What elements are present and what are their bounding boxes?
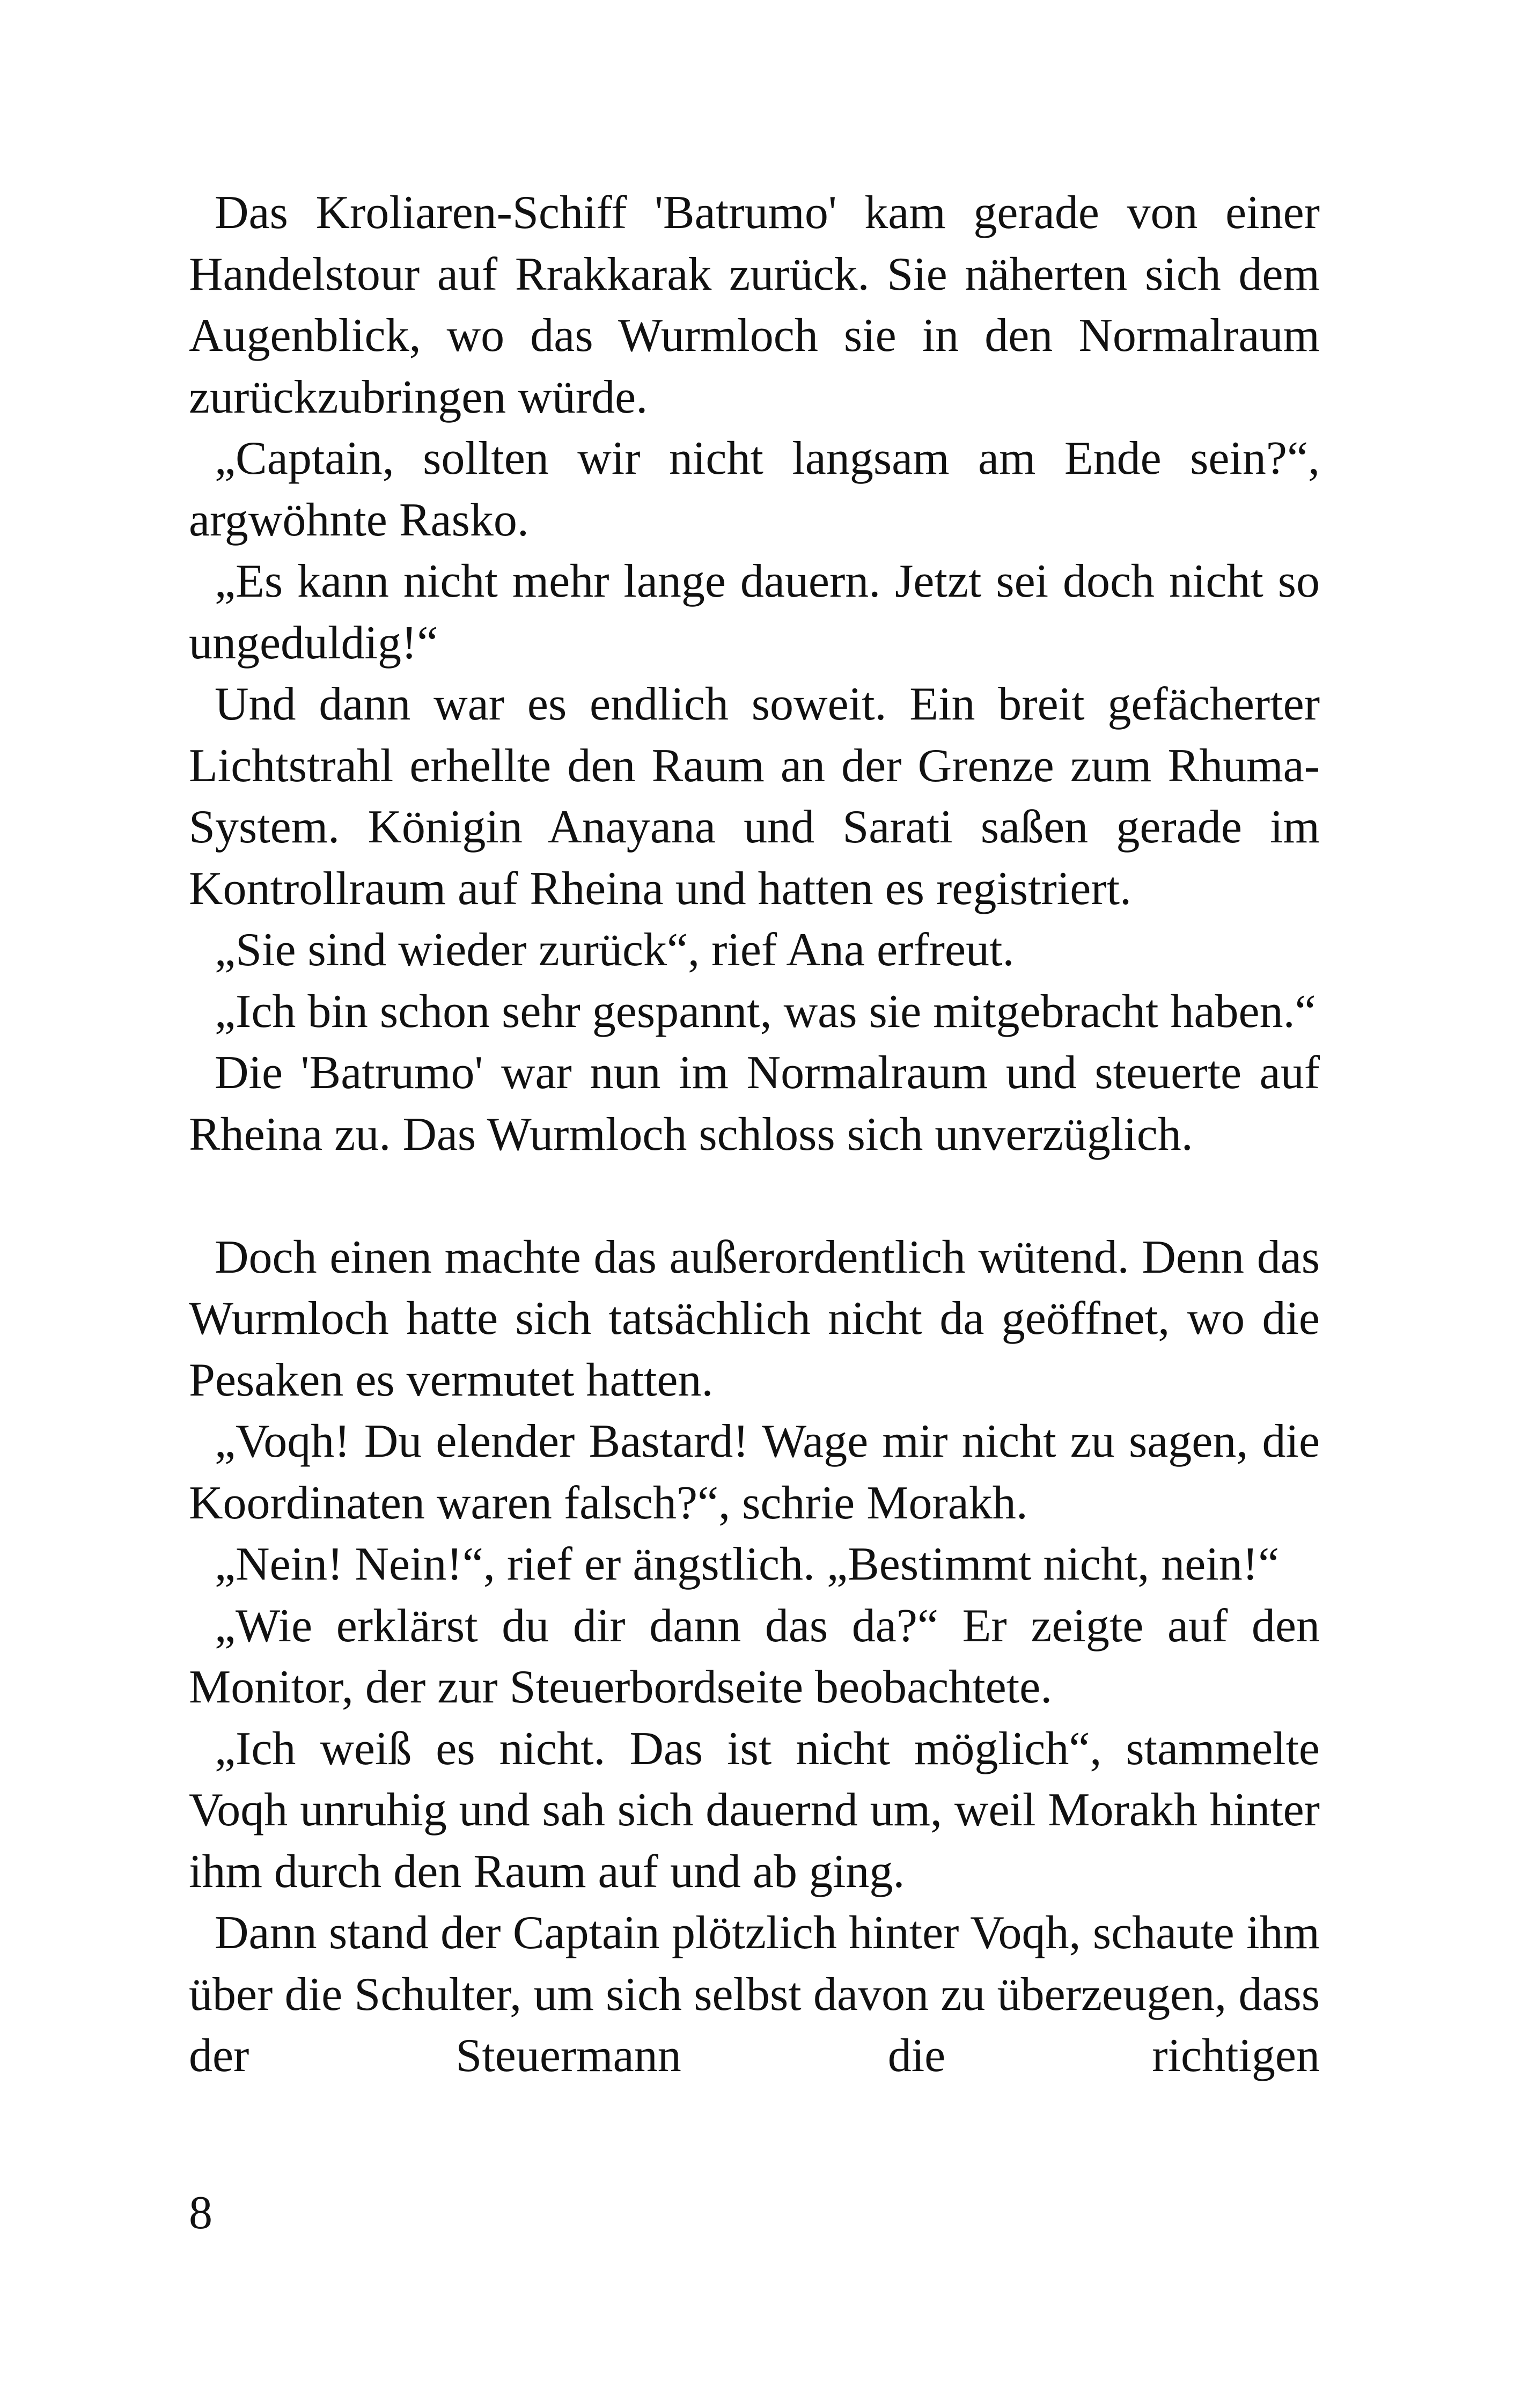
paragraph: „Es kann nicht mehr lange dauern. Jetzt sei doch nicht so ungeduldig!“ (189, 555, 1320, 669)
paragraph: „Wie erklärst du dir dann das da?“ Er zeigte auf den Monitor, der zur Steuerbordseite beobachtete. (189, 1599, 1320, 1713)
section-break (189, 1165, 1320, 1227)
page-number: 8 (189, 2187, 212, 2239)
paragraph: Und dann war es endlich soweit. Ein breit gefächerter Lichtstrahl erhellte den Raum an der Grenze zum Rhuma-System. Königin Anayana und Sarati saßen gerade im Kontrollraum auf Rheina und hatten es registriert. (189, 678, 1320, 915)
paragraph: Doch einen machte das außerordentlich wütend. Denn das Wurmloch hatte sich tatsächlich nicht da geöffnet, wo die Pesaken es vermutet hatten. (189, 1231, 1320, 1406)
paragraph: „Voqh! Du elender Bastard! Wage mir nicht zu sagen, die Koordinaten waren falsch?“, schrie Morakh. (189, 1415, 1320, 1529)
paragraph: Die 'Batrumo' war nun im Normalraum und steuerte auf Rheina zu. Das Wurmloch schloss sich unverzüglich. (189, 1047, 1320, 1161)
body-text (189, 182, 1320, 2087)
paragraph: „Nein! Nein!“, rief er ängstlich. „Bestimmt nicht, nein!“ (215, 1538, 1280, 1590)
paragraph: „Sie sind wieder zurück“, rief Ana erfreut. (215, 924, 1015, 976)
paragraph: „Ich bin schon sehr gespannt, was sie mitgebracht haben.“ (215, 985, 1316, 1038)
paragraph: „Captain, sollten wir nicht langsam am Ende sein?“, argwöhnte Rasko. (189, 432, 1320, 546)
paragraph: Das Kroliaren-Schiff 'Batrumo' kam gerade von einer Handelstour auf Rrakkarak zurück. Sie näherten sich dem Augenblick, wo das Wurmloch sie in den Normalraum zurückzubringen würde. (189, 187, 1320, 423)
paragraph: „Ich weiß es nicht. Das ist nicht möglich“, stammelte Voqh unruhig und sah sich dauernd um, weil Morakh hinter ihm durch den Raum auf und ab ging. (189, 1722, 1320, 1898)
paragraph: Dann stand der Captain plötzlich hinter Voqh, schaute ihm über die Schulter, um sich selbst davon zu überzeugen, dass der Steuermann die richtigen (189, 1907, 1320, 2082)
